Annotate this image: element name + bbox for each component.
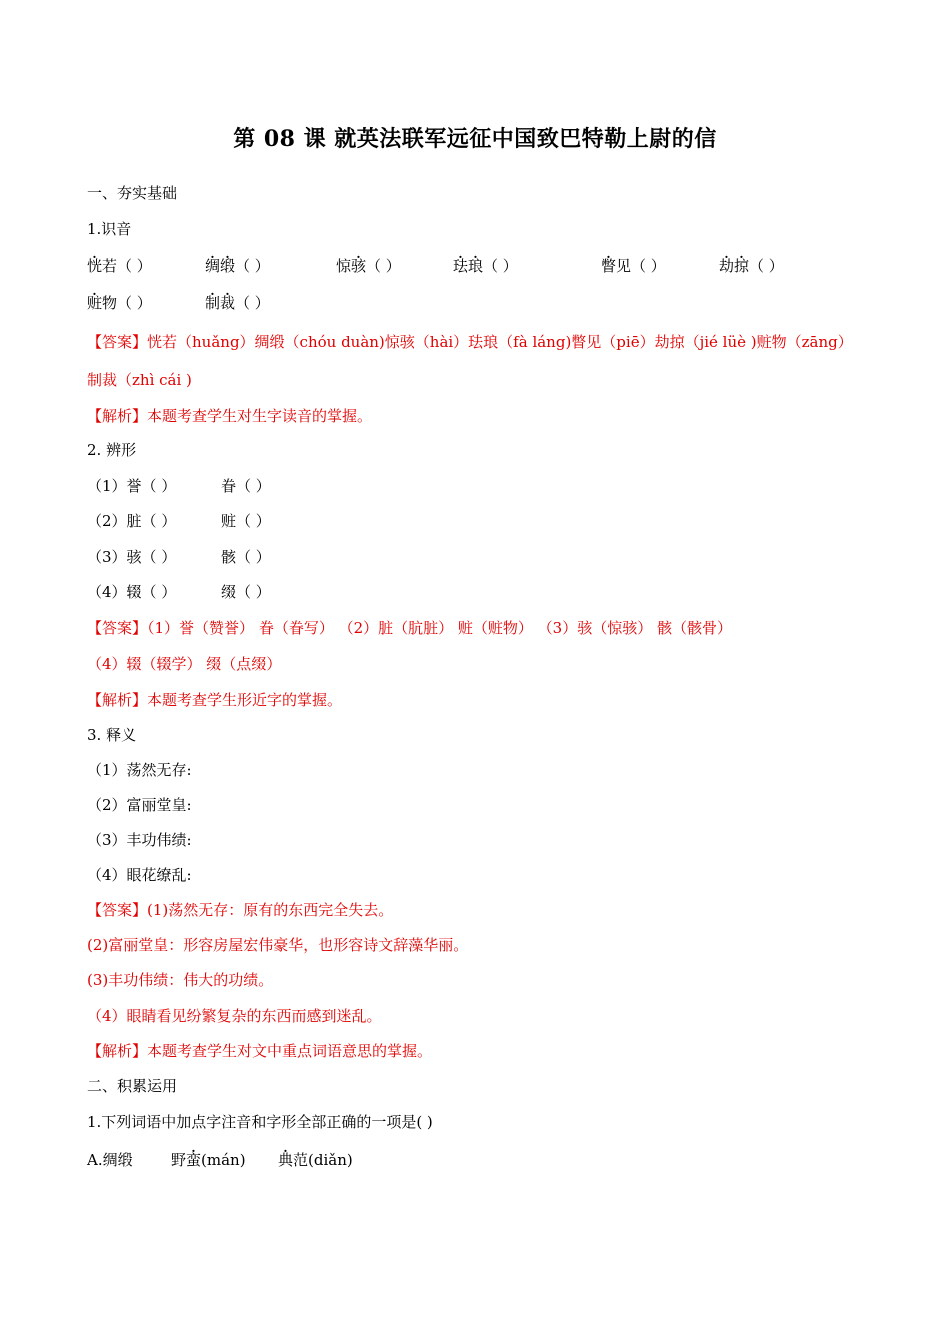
answer-tag: 【答案】 <box>87 619 148 637</box>
word-jinghai: 惊骇（ ） <box>336 257 401 275</box>
word-zhicai: 制裁（ ） <box>205 294 270 312</box>
shape-row-4: （4）辍（ ） 缀（ ） <box>87 583 271 601</box>
question-1-answer-cont: 制裁（zhì cái ) <box>87 371 192 389</box>
shape-row-1: （1）誉（ ） 眷（ ） <box>87 477 271 495</box>
word-piejian: 瞥见（ ） <box>601 257 666 275</box>
question-2-label: 2. 辨形 <box>87 441 137 459</box>
page-title: 第 08 课 就英法联军远征中国致巴特勒上尉的信 <box>233 126 717 152</box>
word-zangwu: 赃物（ ） <box>87 294 152 312</box>
word-huangruo: 恍若（ ） <box>87 257 152 275</box>
analysis-text: 本题考查学生对文中重点词语意思的掌握。 <box>147 1042 433 1060</box>
question-2-answer <box>87 618 732 638</box>
question-1-label: 1.识音 <box>87 220 132 238</box>
answer-tag: 【答案】 <box>87 901 148 919</box>
question-3-analysis <box>87 1041 432 1061</box>
analysis-text: 本题考查学生形近字的掌握。 <box>147 691 343 709</box>
question-3-answer-3: (3)丰功伟绩：伟大的功绩。 <box>87 971 274 989</box>
answer-tag: 【答案】 <box>87 333 148 351</box>
word-chouduan: 绸缎（ ） <box>205 257 270 275</box>
question-3-answer-1: 【答案】(1)荡然无存：原有的东西完全失去。 <box>87 901 394 919</box>
mc-question-stem: 1.下列词语中加点字注音和字形全部正确的一项是( ) <box>87 1113 433 1131</box>
question-2-analysis <box>87 690 342 710</box>
analysis-text: 本题考查学生对生字读音的掌握。 <box>147 407 373 425</box>
definition-item-4: （4）眼花缭乱: <box>87 866 192 884</box>
analysis-tag: 【解析】 <box>87 1042 148 1060</box>
question-3-answer-2: (2)富丽堂皇：形容房屋宏伟豪华，也形容诗文辞藻华丽。 <box>87 936 469 954</box>
document-page: 第 08 课 就英法联军远征中国致巴特勒上尉的信 一、夯实基础 1.识音 恍若（ ） 绸缎（ ） 惊骇（ ） 珐琅（ ） 瞥见（ ） 劫掠（ ） 赃物（ ） 制裁（ ） 【答案】恍若（huǎng）绸缎（chóu duàn)惊骇（hài）珐琅（fà láng)瞥见（piē）劫掠（jié lüè )赃物（zāng） 制裁（zhì cái ) 【解析】本题考查学生对生字读音的掌握。 2. 辨形 （1）誉（ ） 眷（ ） （2）脏（ ） 赃（ ） （3）骇（ ） 骸（ ） （4）辍（ ） 缀（ ） 【答案】（1）誉（赞誉） 眷（眷写） （2）脏（肮脏） 赃（赃物） （3）骇（惊骇） 骸（骸骨） （4）辍（辍学） 缀（点缀） 【解析】本题考查学生形近字的掌握。 3. 释义 （1）荡然无存: （2）富丽堂皇: （3）丰功伟绩: （4）眼花缭乱: 【答案】(1)荡然无存：原有的东西完全失去。 (2)富丽堂皇：形容房屋宏伟豪华，也形容诗文辞藻华丽。 (3)丰功伟绩：伟大的功绩。 （4）眼睛看见纷繁复杂的东西而感到迷乱。 【解析】本题考查学生对文中重点词语意思的掌握。 二、积累运用 1.下列词语中加点字注音和字形全部正确的一项是( ) A.绸缎 野蛮(mán) 典范(diǎn) <box>0 0 950 1344</box>
question-3-label: 3. 释义 <box>87 726 137 744</box>
question-3-answer-4: （4）眼睛看见纷繁复杂的东西而感到迷乱。 <box>87 1007 382 1025</box>
word-falang: 珐琅（ ） <box>453 257 518 275</box>
question-2-answer-cont: （4）辍（辍学） 缀（点缀） <box>87 655 282 673</box>
shape-row-3: （3）骇（ ） 骸（ ） <box>87 548 271 566</box>
section-heading-2: 二、积累运用 <box>87 1077 178 1095</box>
analysis-tag: 【解析】 <box>87 407 148 425</box>
definition-item-3: （3）丰功伟绩: <box>87 831 192 849</box>
answer-text: （1）誉（赞誉） 眷（眷写） （2）脏（肮脏） 赃（赃物） （3）骇（惊骇） 骸（骸骨） <box>147 619 732 637</box>
question-1-analysis <box>87 406 372 426</box>
definition-item-2: （2）富丽堂皇: <box>87 796 192 814</box>
definition-item-1: （1）荡然无存: <box>87 761 192 779</box>
answer-text: 恍若（huǎng）绸缎（chóu duàn)惊骇（hài）珐琅（fà láng)瞥见（piē）劫掠（jié lüè )赃物（zāng） <box>147 333 853 351</box>
word-jielue: 劫掠（ ） <box>719 257 784 275</box>
question-1-answer <box>87 332 853 352</box>
analysis-tag: 【解析】 <box>87 691 148 709</box>
section-heading-1: 一、夯实基础 <box>87 184 178 202</box>
shape-row-2: （2）脏（ ） 赃（ ） <box>87 512 271 530</box>
